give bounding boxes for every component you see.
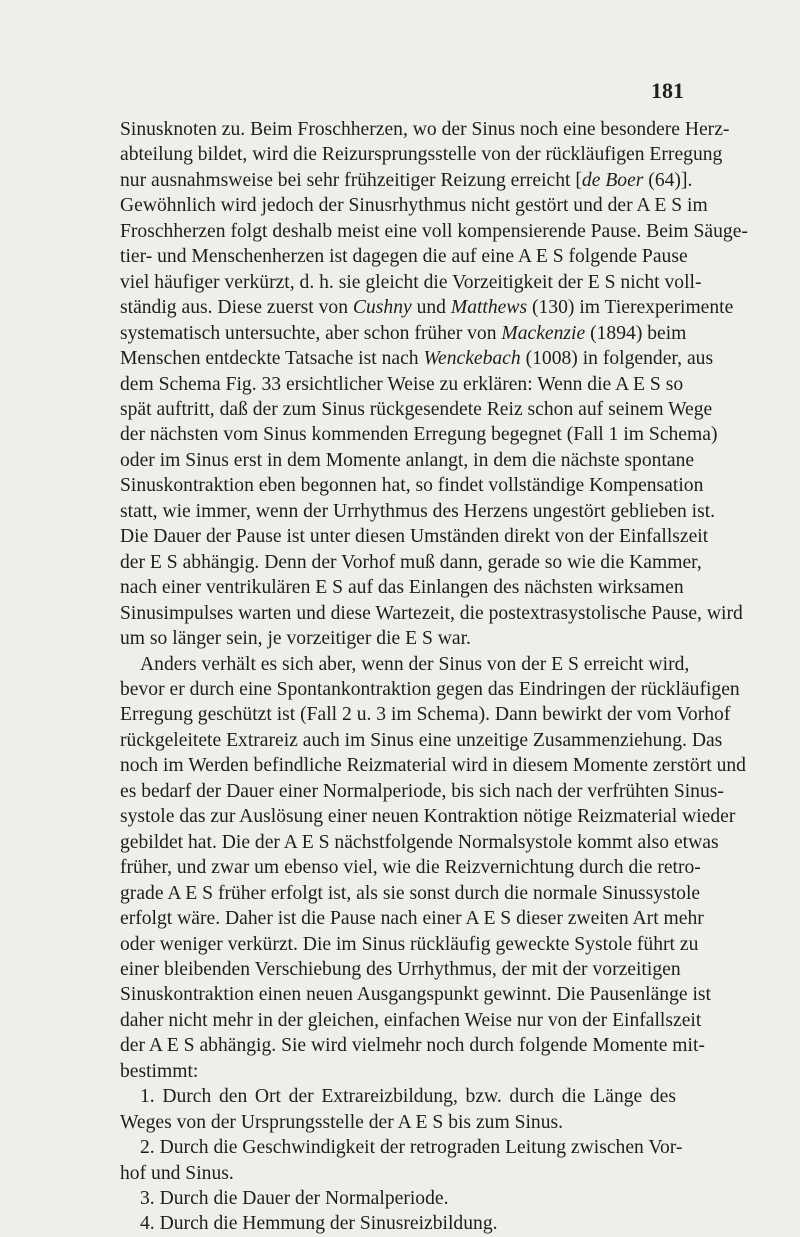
- text-line: der nächsten vom Sinus kommenden Erregung begegnet (Fall 1 im Schema): [120, 424, 718, 446]
- text-line: Erregung geschützt ist (Fall 2 u. 3 im Schema). Dann bewirkt der vom Vorhof: [120, 704, 731, 726]
- text-line: noch im Werden befindliche Reizmaterial wird in diesem Momente zerstört und: [120, 755, 746, 777]
- text-line: grade A E S früher erfolgt ist, als sie sonst durch die normale Sinussystole: [120, 882, 701, 904]
- text-line: Sinuskontraktion einen neuen Ausgangspunkt gewinnt. Die Pausenlänge ist: [120, 984, 711, 1006]
- text-line: 3. Durch die Dauer der Normalperiode.: [140, 1188, 449, 1210]
- text-line: Weges von der Ursprungsstelle der A E S bis zum Sinus.: [120, 1111, 564, 1133]
- text-line: systematisch untersuchte, aber schon früher von Mackenzie (1894) beim: [120, 322, 687, 344]
- page-number: 181: [651, 78, 684, 103]
- paragraph-2: [120, 652, 746, 1085]
- text-line: tier- und Menschenherzen ist dagegen die auf eine A E S folgende Pause: [120, 246, 688, 268]
- text-line: der E S abhängig. Denn der Vorhof muß dann, gerade so wie die Kammer,: [120, 551, 702, 573]
- text-line: einer bleibenden Verschiebung des Urrhythmus, der mit der vorzeitigen: [120, 958, 681, 980]
- list-item: [120, 1186, 676, 1211]
- text-line: bevor er durch eine Spontankontraktion gegen das Eindringen der rückläufigen: [120, 678, 740, 700]
- text-line: dem Schema Fig. 33 ersichtlicher Weise zu erklären: Wenn die A E S so: [120, 373, 684, 395]
- text-line: Froschherzen folgt deshalb meist eine voll kompensierende Pause. Beim Säuge-: [120, 220, 748, 242]
- list-item: [120, 1084, 676, 1135]
- text-line: Gewöhnlich wird jedoch der Sinusrhythmus nicht gestört und der A E S im: [120, 195, 708, 217]
- text-line: früher, und zwar um ebenso viel, wie die Reizvernichtung durch die retro-: [120, 857, 701, 879]
- body-text: [120, 117, 748, 1237]
- text-line: nur ausnahmsweise bei sehr frühzeitiger Reizung erreicht [de Boer (64)].: [120, 169, 693, 191]
- text-line: bestimmt:: [120, 1060, 199, 1082]
- text-line: oder im Sinus erst in dem Momente anlangt, in dem die nächste spontane: [120, 449, 695, 471]
- text-line: Menschen entdeckte Tatsache ist nach Wenckebach (1008) in folgender, aus: [120, 348, 714, 370]
- enumerated-list: [120, 1084, 683, 1237]
- text-line: daher nicht mehr in der gleichen, einfachen Weise nur von der Einfallszeit: [120, 1009, 702, 1031]
- text-line: Sinuskontraktion eben begonnen hat, so findet vollständige Kompensation: [120, 475, 704, 497]
- text-line: gebildet hat. Die der A E S nächstfolgende Normalsystole kommt also etwas: [120, 831, 719, 853]
- list-item: [120, 1211, 676, 1236]
- text-line: um so länger sein, je vorzeitiger die E S war.: [120, 628, 471, 650]
- text-line: Anders verhält es sich aber, wenn der Sinus von der E S erreicht wird,: [140, 653, 690, 675]
- text-line: nach einer ventrikulären E S auf das Einlangen des nächsten wirksamen: [120, 577, 684, 599]
- list-item: [120, 1135, 683, 1186]
- text-line: hof und Sinus.: [120, 1162, 234, 1184]
- text-line: 2. Durch die Geschwindigkeit der retrograden Leitung zwischen Vor-: [140, 1137, 683, 1159]
- text-line: 4. Durch die Hemmung der Sinusreizbildung.: [140, 1213, 498, 1235]
- text-line: oder weniger verkürzt. Die im Sinus rückläufig geweckte Systole führt zu: [120, 933, 699, 955]
- text-line: rückgeleitete Extrareiz auch im Sinus eine unzeitige Zusammenziehung. Das: [120, 729, 723, 751]
- text-line: spät auftritt, daß der zum Sinus rückgesendete Reiz schon auf seinem Wege: [120, 398, 713, 420]
- text-line: viel häufiger verkürzt, d. h. sie gleicht die Vorzeitigkeit der E S nicht voll-: [120, 271, 702, 293]
- text-line: es bedarf der Dauer einer Normalperiode, bis sich nach der verfrühten Sinus-: [120, 780, 724, 802]
- text-line: Sinusknoten zu. Beim Froschherzen, wo der Sinus noch eine besondere Herz-: [120, 119, 730, 140]
- text-line: Sinusimpulses warten und diese Wartezeit, die postextrasystolische Pause, wird: [120, 602, 743, 624]
- text-line: abteilung bildet, wird die Reizursprungsstelle von der rückläufigen Erregung: [120, 144, 723, 166]
- text-line: ständig aus. Diese zuerst von Cushny und Matthews (130) im Tierexperimente: [120, 297, 734, 319]
- text-line: 1. Durch den Ort der Extrareizbildung, bzw. durch die Länge des: [140, 1086, 676, 1108]
- text-line: erfolgt wäre. Daher ist die Pause nach einer A E S dieser zweiten Art mehr: [120, 908, 704, 930]
- paragraph-1: [120, 117, 748, 652]
- text-line: der A E S abhängig. Sie wird vielmehr noch durch folgende Momente mit-: [120, 1035, 705, 1057]
- text-line: Die Dauer der Pause ist unter diesen Umständen direkt von der Einfallszeit: [120, 526, 709, 548]
- text-line: statt, wie immer, wenn der Urrhythmus des Herzens ungestört geblieben ist.: [120, 500, 716, 522]
- text-line: systole das zur Auslösung einer neuen Kontraktion nötige Reizmaterial wieder: [120, 806, 736, 828]
